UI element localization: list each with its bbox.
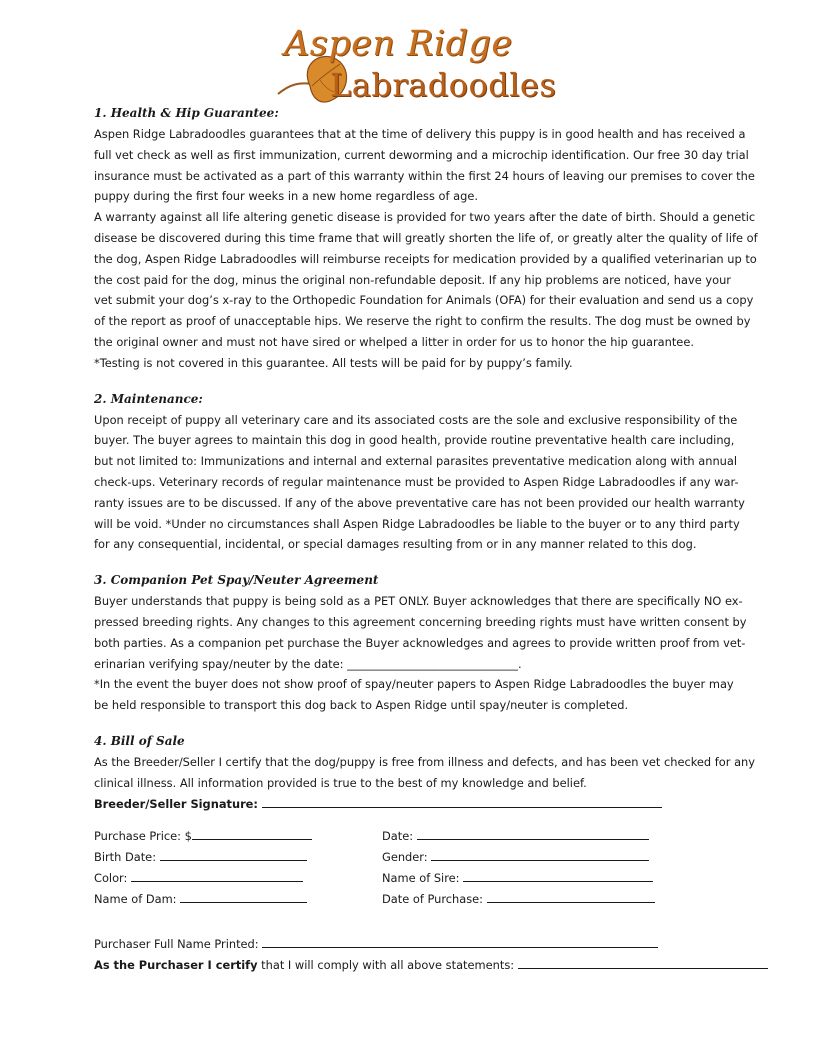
name-of-dam-label: Name of Dam: [94, 892, 177, 907]
purchaser-certify-label: As the Purchaser I certify [94, 958, 258, 973]
date-field[interactable] [417, 827, 649, 840]
text-line: full vet check as well as first immunization, current deworming and a microchip identification. Our free 30 day trial [94, 147, 749, 162]
form-row [94, 826, 744, 847]
text-line: clinical illness. All information provided is true to the best of my knowledge and belief. [94, 775, 587, 790]
purchase-price-label: Purchase Price: $ [94, 829, 192, 844]
purchaser-signature-field[interactable] [518, 956, 768, 969]
text-line: puppy during the first four weeks in a new home regardless of age. [94, 189, 478, 204]
form-row [94, 889, 744, 910]
purchaser-name-label: Purchaser Full Name Printed: [94, 937, 259, 952]
form-row [94, 868, 744, 889]
text-line: disease be discovered during this time frame that will greatly shorten the life of, or greatly alter the quality of life of [94, 230, 758, 245]
text-line: the dog, Aspen Ridge Labradoodles will reimburse receipts for medication provided by a qualified veterinarian up to [94, 251, 757, 266]
gender-label: Gender: [382, 850, 428, 865]
text-line: of the report as proof of unacceptable hips. We reserve the right to confirm the results. The dog must be owned by [94, 314, 751, 329]
text-line: A warranty against all life altering genetic disease is provided for two years after the date of birth. Should a genetic [94, 210, 756, 225]
birth-date-label: Birth Date: [94, 850, 157, 865]
logo-title-line2: Labradoodles [330, 66, 557, 104]
date-label: Date: [382, 829, 414, 844]
text-line: for any consequential, incidental, or special damages resulting from or in any manner related to this dog. [94, 537, 697, 552]
text-line: but not limited to: Immunizations and internal and external parasites preventative medication along with annual [94, 454, 738, 469]
text-line: *Testing is not covered in this guarantee. All tests will be paid for by puppy’s family. [94, 355, 573, 370]
section-health-text [94, 124, 758, 374]
text-line: vet submit your dog’s x-ray to the Orthopedic Foundation for Animals (OFA) for their evaluation and send us a copy [94, 293, 754, 308]
text-line: Buyer understands that puppy is being sold as a PET ONLY. Buyer acknowledges that there are specifically NO ex- [94, 594, 743, 609]
breeder-signature-field[interactable] [262, 795, 662, 808]
text-line: pressed breeding rights. Any changes to this agreement concerning breeding rights must have written consent by [94, 614, 747, 629]
text-line: check-ups. Veterinary records of regular maintenance must be provided to Aspen Ridge Labradoodles if any war- [94, 474, 739, 489]
section-maintenance-text [94, 410, 744, 556]
purchaser-name-field[interactable] [262, 935, 658, 948]
text-line: *In the event the buyer does not show proof of spay/neuter papers to Aspen Ridge Labradoodles the buyer may [94, 677, 734, 692]
text-line: ranty issues are to be discussed. If any of the above preventative care has not been provided our health warranty [94, 495, 745, 510]
text-line: the original owner and must not have sired or whelped a litter in order for us to honor the hip guarantee. [94, 334, 694, 349]
logo-title-line1: Aspen Ridge [284, 24, 513, 64]
text-line: will be void. *Under no circumstances shall Aspen Ridge Labradoodles be liable to the buyer or to any third party [94, 516, 740, 531]
name-of-sire-field[interactable] [463, 869, 653, 882]
sale-details-form [94, 826, 744, 910]
text-line: As the Breeder/Seller I certify that the dog/puppy is free from illness and defects, and has been vet checked for any [94, 754, 756, 769]
date-of-purchase-label: Date of Purchase: [382, 892, 484, 907]
color-label: Color: [94, 871, 128, 886]
text-line: be held responsible to transport this dog back to Aspen Ridge until spay/neuter is completed. [94, 698, 629, 713]
purchaser-name-row [94, 934, 744, 955]
purchaser-certify-text: that I will comply with all above statements: [257, 958, 515, 973]
text-line: buyer. The buyer agrees to maintain this dog in good health, provide routine preventative health care including, [94, 433, 735, 448]
gender-field[interactable] [431, 848, 649, 861]
text-line: erinarian verifying spay/neuter by the date: ______________________________. [94, 656, 522, 671]
name-of-dam-field[interactable] [180, 890, 307, 903]
section-heading-bill-of-sale: 4. Bill of Sale [94, 733, 185, 748]
birth-date-field[interactable] [160, 848, 307, 861]
breeder-signature-label: Breeder/Seller Signature: [94, 796, 258, 811]
purchase-price-field[interactable] [192, 827, 312, 840]
section-heading-maintenance: 2. Maintenance: [94, 391, 203, 406]
purchaser-certify-row [94, 955, 744, 976]
section-spay-neuter-text [94, 591, 747, 716]
section-heading-health: 1. Health & Hip Guarantee: [94, 106, 279, 120]
name-of-sire-label: Name of Sire: [382, 871, 460, 886]
text-line: the cost paid for the dog, minus the original non-refundable deposit. If any hip problems are noticed, have your [94, 272, 731, 287]
logo [270, 22, 600, 108]
section-heading-spay-neuter: 3. Companion Pet Spay/Neuter Agreement [94, 573, 379, 588]
text-line: both parties. As a companion pet purchase the Buyer acknowledges and agrees to provide written proof from vet- [94, 635, 746, 650]
color-field[interactable] [131, 869, 303, 882]
text-line: Upon receipt of puppy all veterinary care and its associated costs are the sole and exclusive responsibility of the [94, 412, 738, 427]
text-line: Aspen Ridge Labradoodles guarantees that at the time of delivery this puppy is in good health and has received a [94, 127, 746, 141]
text-line: insurance must be activated as a part of this warranty within the first 24 hours of leaving our premises to cover the [94, 168, 755, 183]
date-of-purchase-field[interactable] [487, 890, 655, 903]
section-bill-of-sale-text [94, 752, 756, 814]
form-row [94, 847, 744, 868]
document-body [94, 103, 758, 976]
breeder-signature-row [94, 794, 744, 815]
